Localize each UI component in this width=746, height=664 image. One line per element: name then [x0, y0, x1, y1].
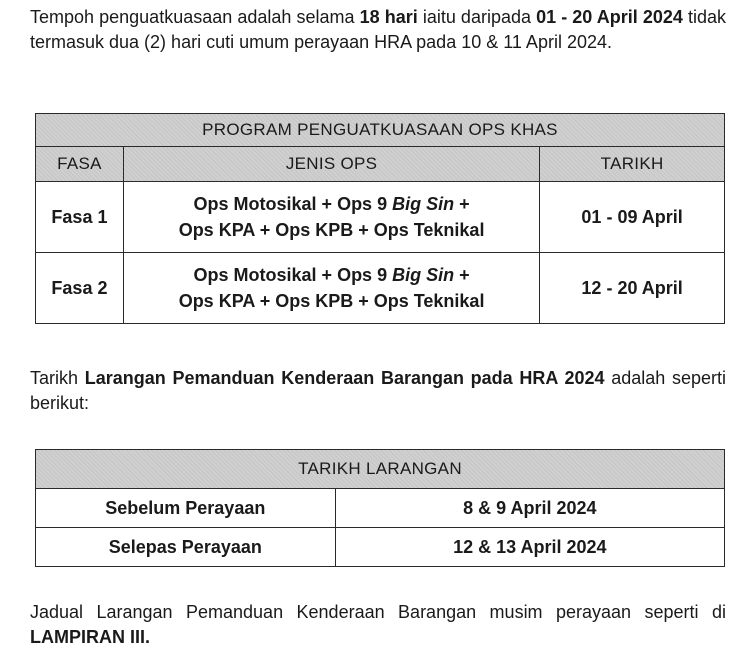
larangan-label-cell: Selepas Perayaan — [36, 528, 336, 567]
ops-khas-table — [35, 113, 725, 324]
intro-text-1: Tempoh penguatkuasaan adalah selama — [30, 7, 360, 27]
col-header-jenis-ops: JENIS OPS — [123, 147, 539, 182]
larangan-intro-paragraph — [30, 366, 726, 416]
fasa-cell: Fasa 1 — [36, 182, 124, 253]
larangan-label-cell: Sebelum Perayaan — [36, 489, 336, 528]
fasa-cell: Fasa 2 — [36, 253, 124, 324]
table-row — [36, 253, 725, 324]
closing-text: Jadual Larangan Pemanduan Kenderaan Barangan musim perayaan seperti di — [30, 602, 726, 622]
col-header-fasa: FASA — [36, 147, 124, 182]
jenis-ops-cell — [123, 182, 539, 253]
intro-date-range: 01 - 20 April 2024 — [536, 7, 683, 27]
table-row — [36, 528, 725, 567]
lampiran-reference: LAMPIRAN III. — [30, 627, 150, 647]
tarikh-cell: 12 - 20 April — [540, 253, 725, 324]
table-row — [36, 489, 725, 528]
col-header-tarikh: TARIKH — [540, 147, 725, 182]
jenis-ops-cell — [123, 253, 539, 324]
ops-italic: Big Sin — [392, 265, 455, 285]
larangan-text-1: Tarikh — [30, 368, 85, 388]
ops-italic: Big Sin — [392, 194, 455, 214]
larangan-date-cell: 12 & 13 April 2024 — [335, 528, 724, 567]
tarikh-larangan-table — [35, 449, 725, 567]
larangan-date-cell: 8 & 9 April 2024 — [335, 489, 724, 528]
closing-paragraph — [30, 600, 726, 650]
ops-text-end: + — [454, 265, 470, 285]
ops-line-2: Ops KPA + Ops KPB + Ops Teknikal — [178, 220, 485, 240]
ops-text: Ops Motosikal + Ops 9 — [193, 265, 393, 285]
ops-table-title: PROGRAM PENGUATKUASAAN OPS KHAS — [36, 114, 725, 147]
larangan-bold: Larangan Pemanduan Kenderaan Barangan pada HRA 2024 — [84, 368, 605, 388]
ops-line-2: Ops KPA + Ops KPB + Ops Teknikal — [178, 291, 485, 311]
tarikh-cell: 01 - 09 April — [540, 182, 725, 253]
larangan-text-2: adalah seperti berikut: — [30, 368, 727, 413]
larangan-table-title: TARIKH LARANGAN — [36, 450, 725, 489]
ops-text: Ops Motosikal + Ops 9 — [193, 194, 393, 214]
table-row — [36, 182, 725, 253]
ops-text-end: + — [454, 194, 470, 214]
intro-text-2: iaitu daripada — [417, 7, 537, 27]
enforcement-period-paragraph — [30, 5, 726, 55]
intro-duration: 18 hari — [359, 7, 418, 27]
intro-text-3: tidak termasuk dua (2) hari cuti umum perayaan HRA pada 10 & 11 April 2024. — [30, 7, 726, 52]
